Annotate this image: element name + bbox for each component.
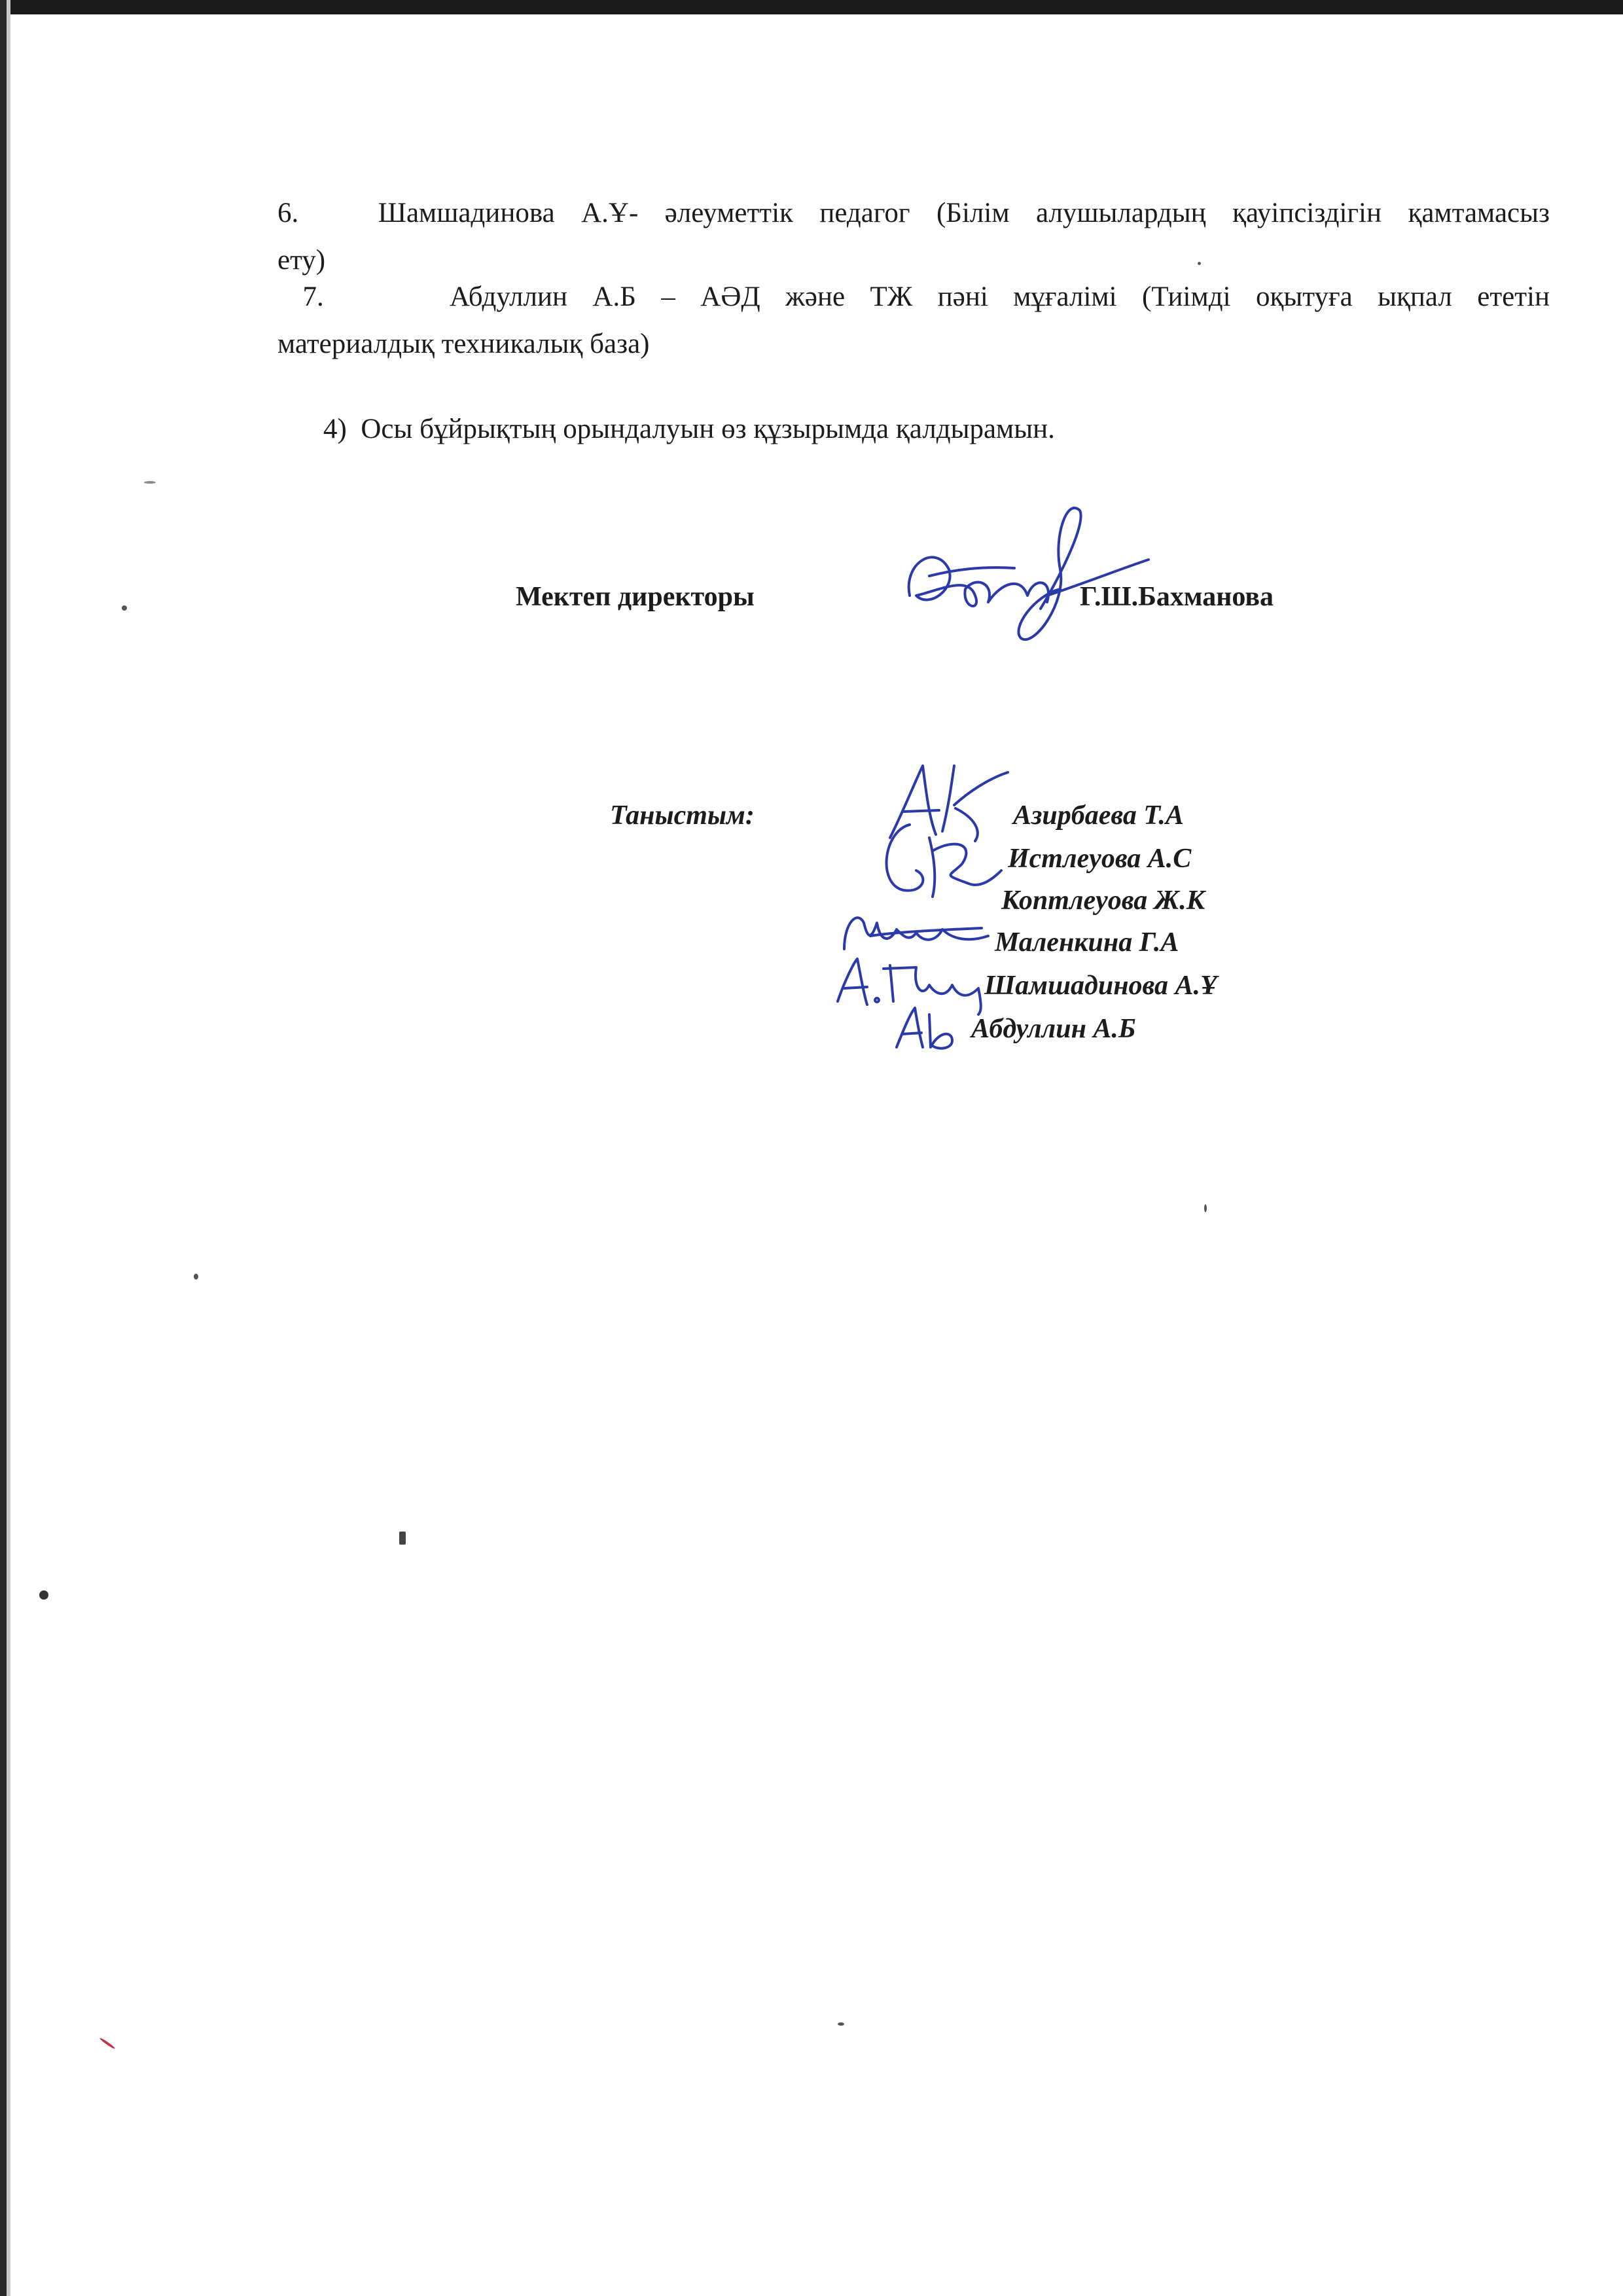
list-item-text: Шамшадинова А.Ұ- әлеуметтік педагог (Білім алушылардың қауіпсіздігін қамтамасыз <box>378 198 1550 228</box>
acknowledger-signature <box>890 1001 982 1054</box>
scan-speck <box>399 1532 406 1545</box>
acknowledged-name: Азирбаева Т.А <box>1013 800 1184 831</box>
scan-speck <box>1198 262 1201 265</box>
director-name: Г.Ш.Бахманова <box>1080 582 1274 612</box>
acknowledged-name: Шамшадинова А.Ұ <box>984 971 1217 1001</box>
point-number: 4) <box>323 414 347 444</box>
director-title: Мектеп директоры <box>516 582 755 612</box>
scan-speck <box>144 481 156 484</box>
acknowledged-name: Абдуллин А.Б <box>971 1014 1136 1044</box>
list-item-6 <box>277 188 1550 238</box>
director-signature <box>890 497 1152 655</box>
list-item-6-continuation: ету) <box>277 245 326 276</box>
list-item-text: Абдуллин А.Б – АӘД және ТЖ пәні мұғалімі (Тиімді оқытуға ықпал ететін <box>449 281 1550 312</box>
acknowledged-name: Истлеуова А.С <box>1008 844 1192 874</box>
scan-speck <box>838 2022 844 2026</box>
scan-speck <box>194 1274 198 1280</box>
acknowledged-name: Коптлеуова Ж.К <box>1001 886 1205 916</box>
list-item-number: 6. <box>277 198 299 228</box>
list-item-7 <box>277 272 1550 322</box>
scan-left-edge <box>0 0 7 2296</box>
scan-speck <box>122 605 127 611</box>
acknowledger-signature <box>870 812 1014 910</box>
scan-left-shadow <box>7 0 10 2296</box>
list-item-number: 7. <box>302 281 324 312</box>
scan-speck <box>1204 1204 1207 1212</box>
scan-top-edge <box>0 0 1623 14</box>
scan-speck <box>99 2037 115 2049</box>
point-4 <box>323 404 1436 454</box>
scan-speck <box>39 1590 48 1600</box>
list-item-7-continuation: материалдық техникалық база) <box>277 329 650 359</box>
acknowledged-name: Маленкина Г.А <box>995 927 1179 958</box>
acknowledged-label: Таныстым: <box>610 800 755 831</box>
point-text: Осы бұйрықтың орындалуын өз құзырымда қалдырамын. <box>361 414 1055 444</box>
